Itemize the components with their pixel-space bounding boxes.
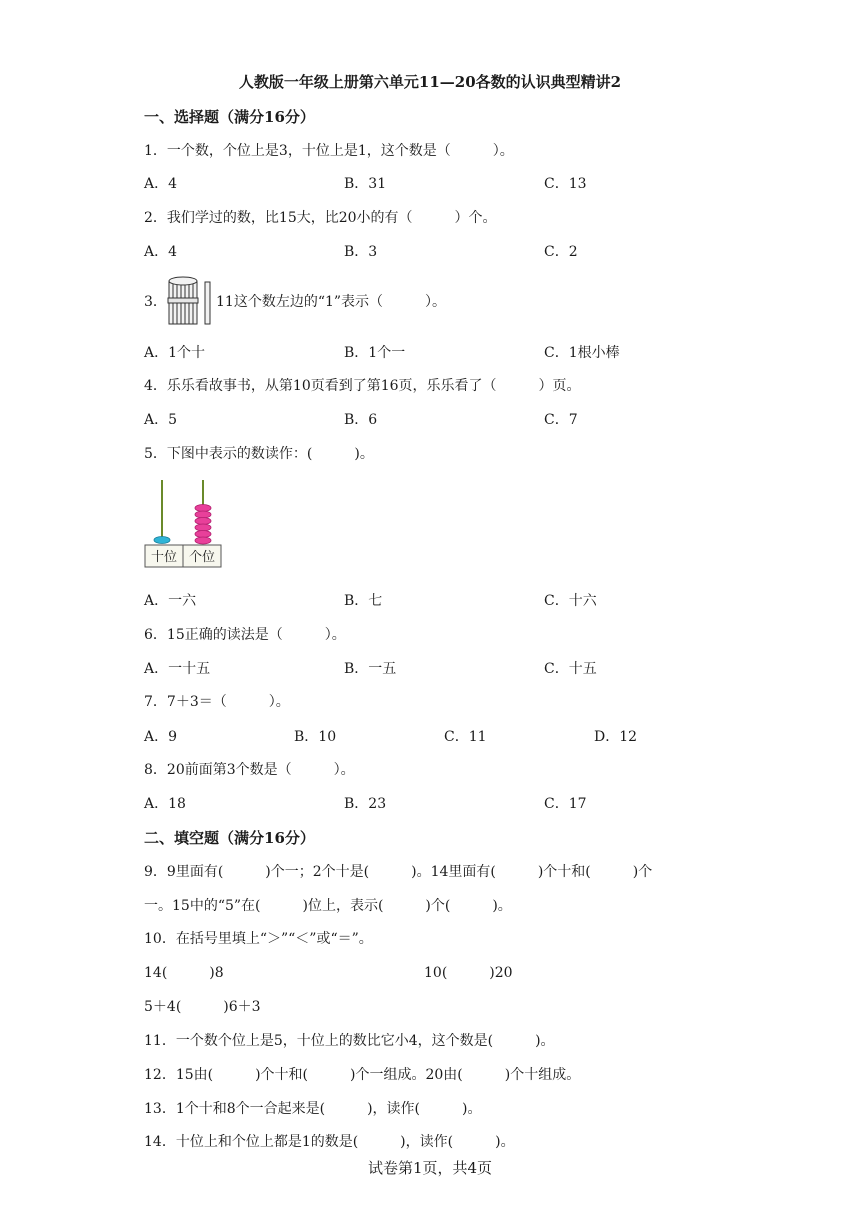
- question-11: 11．一个数个位上是5，十位上的数比它小4，这个数是( )。: [144, 1033, 555, 1049]
- q6-option-a: A．一十五: [144, 661, 211, 677]
- q1-option-a: A．4: [144, 176, 178, 192]
- q6-option-b: B．一五: [344, 661, 397, 677]
- page-title: 人教版一年级上册第六单元11—20各数的认识典型精讲2: [238, 73, 622, 91]
- q10-comparison-2: 10( )20: [424, 965, 513, 981]
- page-footer: 试卷第1页，共4页: [367, 1159, 493, 1177]
- q3-option-c: C．1根小棒: [544, 345, 620, 361]
- abacus-tens-label: 十位: [150, 550, 178, 565]
- q7-option-b: B．10: [294, 729, 337, 745]
- q5-option-b: B．七: [344, 593, 383, 609]
- question-5: 5．下图中表示的数读作：( )。: [144, 446, 374, 462]
- q1-option-b: B．31: [344, 176, 387, 192]
- stick-bundle-image: [166, 276, 216, 328]
- question-4: 4．乐乐看故事书，从第10页看到了第16页，乐乐看了（ ）页。: [144, 378, 581, 394]
- q3-option-b: B．1个一: [344, 345, 406, 361]
- q10-comparison-1: 14( )8: [144, 965, 224, 981]
- q8-option-b: B．23: [344, 796, 387, 812]
- q3-option-a: A．1个十: [144, 345, 206, 361]
- question-10: 10．在括号里填上“＞”“＜”或“＝”。: [144, 931, 373, 947]
- question-3-number: 3．: [144, 294, 167, 310]
- question-8: 8．20前面第3个数是（ ）。: [144, 762, 355, 778]
- question-12: 12．15由( )个十和( )个一组成。20由( )个十组成。: [144, 1067, 581, 1083]
- q7-option-c: C．11: [444, 729, 487, 745]
- q10-comparison-3: 5＋4( )6＋3: [144, 999, 261, 1015]
- q7-option-a: A．9: [144, 729, 178, 745]
- q6-option-c: C．十五: [544, 661, 597, 677]
- question-14: 14．十位上和个位上都是1的数是( )，读作( )。: [144, 1134, 515, 1150]
- q1-option-c: C．13: [544, 176, 587, 192]
- q2-option-c: C．2: [544, 244, 578, 260]
- question-7: 7．7＋3＝（ ）。: [144, 694, 290, 710]
- q2-option-a: A．4: [144, 244, 178, 260]
- q4-option-b: B．6: [344, 412, 378, 428]
- section-fill-in: 二、填空题（满分16分）: [144, 829, 315, 847]
- q5-option-a: A．一六: [144, 593, 197, 609]
- question-3: 11这个数左边的“1”表示（ ）。: [216, 294, 447, 310]
- q5-option-c: C．十六: [544, 593, 597, 609]
- q8-option-a: A．18: [144, 796, 186, 812]
- section-multiple-choice: 一、选择题（满分16分）: [144, 108, 315, 126]
- q7-option-d: D．12: [594, 729, 638, 745]
- question-9-line-1: 9．9里面有( )个一；2个十是( )。14里面有( )个十和( )个: [144, 864, 653, 880]
- q4-option-a: A．5: [144, 412, 178, 428]
- question-9-line-2: 一。15中的“5”在( )位上，表示( )个( )。: [144, 898, 512, 914]
- q2-option-b: B．3: [344, 244, 378, 260]
- q4-option-c: C．7: [544, 412, 578, 428]
- q8-option-c: C．17: [544, 796, 587, 812]
- abacus-image: [144, 478, 224, 570]
- question-1: 1．一个数，个位上是3，十位上是1，这个数是（ ）。: [144, 143, 514, 159]
- question-13: 13．1个十和8个一合起来是( )，读作( )。: [144, 1101, 482, 1117]
- question-6: 6．15正确的读法是（ ）。: [144, 627, 346, 643]
- question-2: 2．我们学过的数，比15大，比20小的有（ ）个。: [144, 210, 497, 226]
- abacus-ones-label: 个位: [188, 550, 216, 565]
